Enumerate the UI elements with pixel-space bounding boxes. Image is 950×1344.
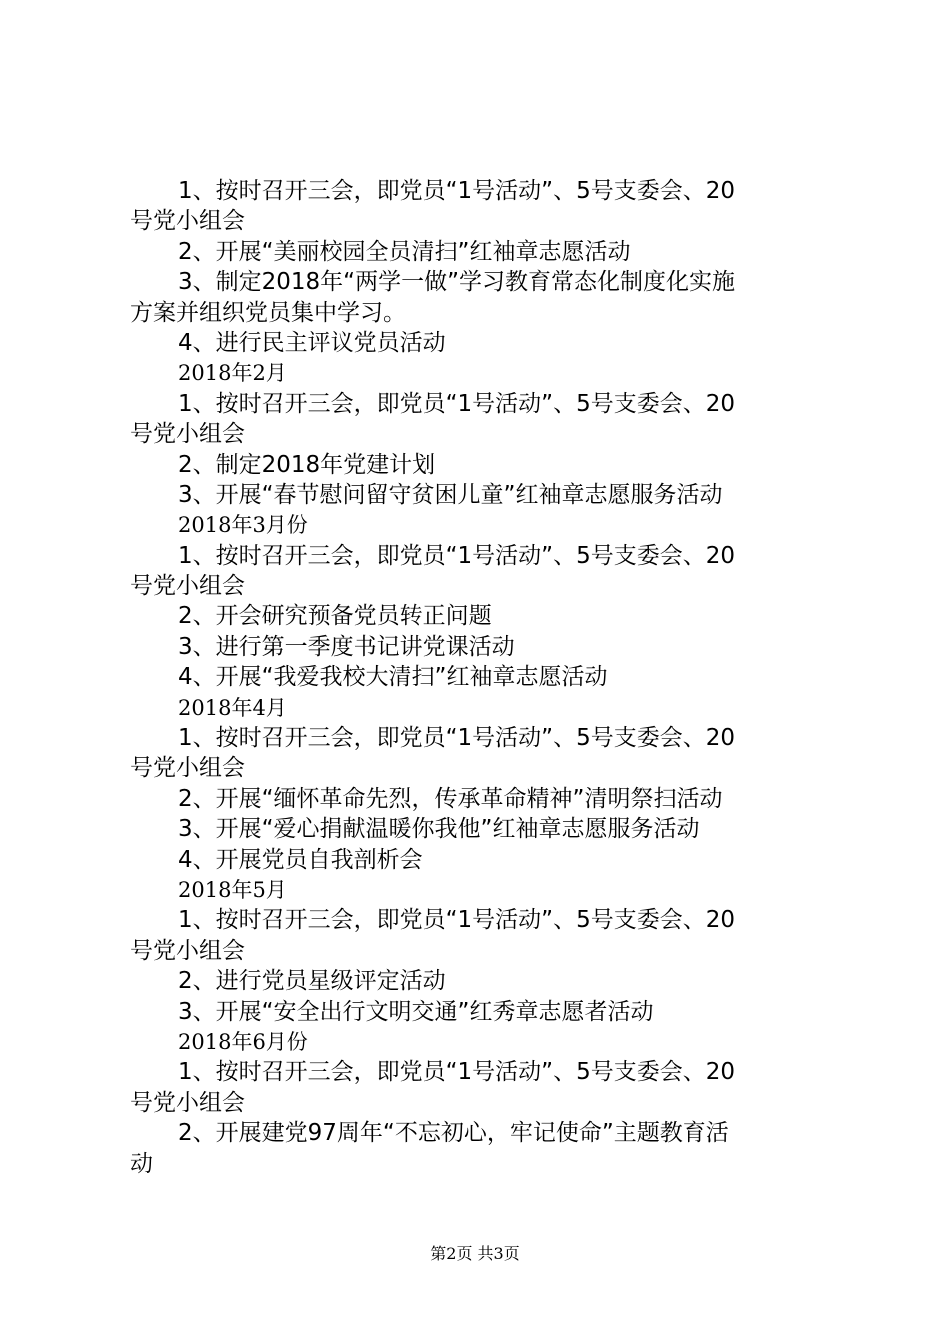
text-line: 1、按时召开三会，即党员“1号活动”、5号支委会、20 xyxy=(178,1059,735,1086)
text-line: 1、按时召开三会，即党员“1号活动”、5号支委会、20 xyxy=(178,725,735,752)
month-heading: 2018年3月份 xyxy=(178,513,308,538)
text-line: 3、制定2018年“两学一做”学习教育常态化制度化实施 xyxy=(178,269,735,296)
text-line: 号党小组会 xyxy=(130,208,245,235)
text-line: 号党小组会 xyxy=(130,573,245,600)
text-line: 4、开展“我爱我校大清扫”红袖章志愿活动 xyxy=(178,664,608,691)
text-line: 3、开展“春节慰问留守贫困儿童”红袖章志愿服务活动 xyxy=(178,481,723,508)
text-line: 1、按时召开三会，即党员“1号活动”、5号支委会、20 xyxy=(178,390,735,417)
page-number: 第2页 共3页 xyxy=(430,1244,520,1263)
page-footer xyxy=(0,1244,950,1264)
text-line: 方案并组织党员集中学习。 xyxy=(130,299,406,326)
text-line: 1、按时召开三会，即党员“1号活动”、5号支委会、20 xyxy=(178,907,735,934)
text-line: 2、开展“缅怀革命先烈，传承革命精神”清明祭扫活动 xyxy=(178,785,723,812)
text-line: 1、按时召开三会，即党员“1号活动”、5号支委会、20 xyxy=(178,542,735,569)
text-line: 3、开展“安全出行文明交通”红秀章志愿者活动 xyxy=(178,998,654,1025)
text-line: 2、进行党员星级评定活动 xyxy=(178,968,446,995)
text-line: 2、制定2018年党建计划 xyxy=(178,451,436,478)
text-line: 号党小组会 xyxy=(130,421,245,448)
month-heading: 2018年6月份 xyxy=(178,1029,308,1054)
text-line: 3、开展“爱心捐献温暖你我他”红袖章志愿服务活动 xyxy=(178,816,700,843)
month-heading: 2018年5月 xyxy=(178,877,287,902)
document-body xyxy=(130,176,835,1179)
text-line: 1、按时召开三会，即党员“1号活动”、5号支委会、20 xyxy=(178,178,735,204)
text-line: 号党小组会 xyxy=(130,755,245,782)
text-line: 3、进行第一季度书记讲党课活动 xyxy=(178,633,515,660)
month-heading: 2018年2月 xyxy=(178,361,287,386)
text-line: 动 xyxy=(130,1150,153,1177)
text-line: 号党小组会 xyxy=(130,1089,245,1116)
text-line: 2、开会研究预备党员转正问题 xyxy=(178,603,492,630)
text-line: 2、开展“美丽校园全员清扫”红袖章志愿活动 xyxy=(178,238,631,265)
text-line: 2、开展建党97周年“不忘初心，牢记使命”主题教育活 xyxy=(178,1120,729,1147)
month-heading: 2018年4月 xyxy=(178,695,287,720)
text-line: 4、开展党员自我剖析会 xyxy=(178,846,423,873)
text-line: 号党小组会 xyxy=(130,937,245,964)
text-line: 4、进行民主评议党员活动 xyxy=(178,329,446,356)
